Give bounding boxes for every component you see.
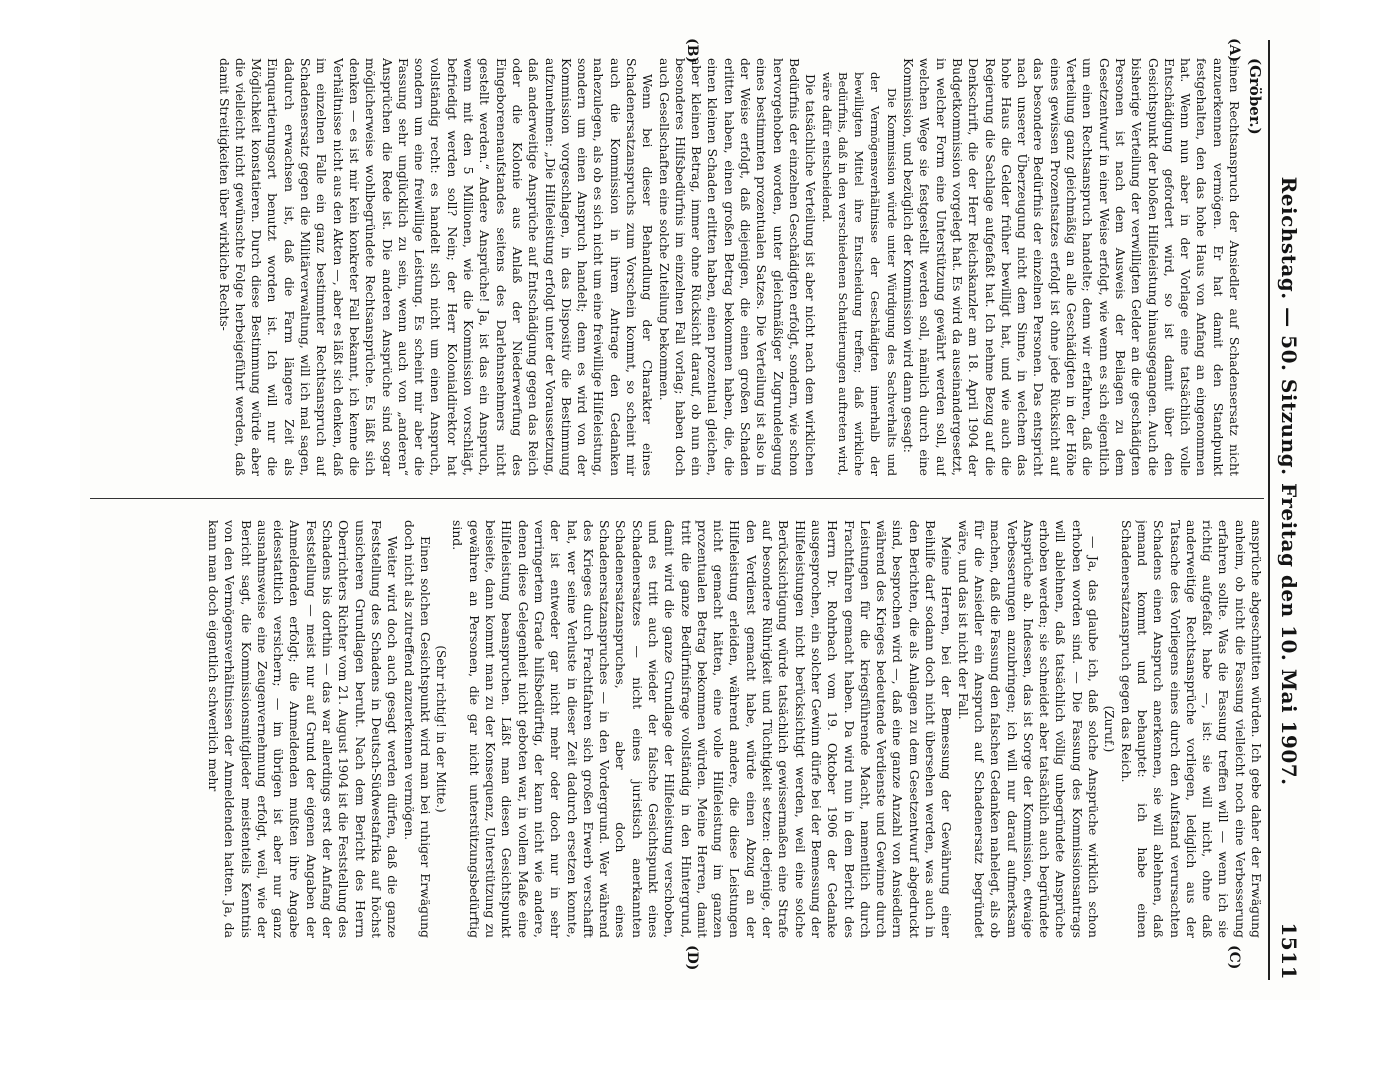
paragraph: Die tatsächliche Verteilung ist aber nicht nach dem wirklichen Bedürfnis der einzelnen Geschädigten erfolgt, sondern, wie schon hervorgehoben worden, unter gleichmäßiger Zugrundelegung eines bestimmten prozentualen Satzes. Die Verteilung ist also in der Weise erfolgt, daß diejenigen, die einen großen Schaden erlitten haben, einen großen Betrag bekommen haben, die, die einen kleinen Schaden erlitten haben, einen prozentual gleichen, aber kleinen Betrag, immer ohne Rücksicht darauf, ob nun ein besonderes Hilfsbedürfnis im einzelnen Fall vorlag; haben doch auch Gesellschaften eine solche Zuteilung bekommen. <box>656 58 819 476</box>
margin-marker-a: (A) <box>1226 38 1242 63</box>
paragraph: ansprüche abgeschnitten würden. Ich gebe daher der Erwägung anheim, ob nicht die Fassung vielleicht noch eine Verbesserung erfahren sollte. Was die Fassung treffen will — wenn ich sie richtig aufgefaßt habe —, ist: sie will nicht, ohne daß anderweitige Rechtsansprüche vorliegen, lediglich aus der Tatsache des Vorliegens eines durch den Aufstand verursachten Schadens einen Anspruch anerkennen, sie will ablehnen, daß jemand kommt und behauptet: ich habe einen Schadenersatzanspruch gegen das Reich. <box>1118 520 1264 938</box>
paragraph: — Ja, das glaube ich, daß solche Ansprüche wirklich schon erhoben worden sind. — Die Fassung des Kommissionsantrags will ablehnen, daß tatsächlich völlig unbegründete Ansprüche erhoben werden; sie schneidet aber tatsächlich auch begründete Ansprüche ab. Indessen, das ist Sorge der Kommission, etwaige Verbesserungen anzubringen; ich will nur darauf aufmerksam machen, daß die Fassung den falschen Gedanken nahelegt, als ob für die Ansiedler ein Anspruch auf Schadenersatz begründet wäre, und das ist nicht der Fall. <box>955 520 1102 938</box>
digitization-credit <box>0 598 4 998</box>
header-rule <box>1268 40 1270 980</box>
column-divider <box>90 498 1264 499</box>
quote-paragraph: Die Kommission würde unter Würdigung des Sachverhalts und der Vermögensverhältnisse der Geschädigten innerhalb der bewilligten Mittel ihre Entscheidung treffen; daß wirkliche Bedürfnis, daß in den verschiedenen Schattierungen auftreten wird, wäre dafür entscheidend. <box>819 72 899 476</box>
header-title: Reichstag. — 50. Sitzung. Freitag den 10. Mai 1907. <box>1277 176 1301 786</box>
paragraph: Wenn bei dieser Behandlung der Charakter eines Schadenersatzanspruchs zum Vorschein kommt, so scheint mir auch die Kommission in ihrem Antrage den Gedanken nahezulegen, als ob es sich nicht um eine freiwillige Hilfeleistung, sondern um einen Anspruch handelt; denn es wird von der Kommission vorgeschlagen, in das Dispositiv die Bestimmung aufzunehmen: „Die Hilfeleistung erfolgt unter der Voraussetzung, daß anderweitige Ansprüche auf Entschädigung gegen das Reich oder die Kolonie aus Anlaß der Niederwerfung des Eingeborenenaufstandes seitens des Darlehnsnehmers nicht gestellt werden.“ Andere Ansprüche! Ja, ist das ein Anspruch, wenn mit den 5 Millionen, wie die Kommission vorschlägt, befriedigt werden soll? Nein; der Herr Kolonialdirektor hat vollständig recht: es handelt sich nicht um einen Anspruch, sondern um eine freiwillige Leistung. Es scheint mir aber die Fassung sehr unglücklich zu sein, wenn auch von „anderen“ Ansprüchen die Rede ist. Die anderen Ansprüche sind sogar möglicherweise wohlbegründete Rechtsansprüche. Es läßt sich denken — es ist mir kein konkreter Fall bekannt, ich kenne die Verhältnisse nicht aus den Akten —, aber es läßt sich denken, daß im einzelnen Falle ein ganz bestimmter Rechtsanspruch auf Schadensersatz gegen die Militärverwaltung, will ich mal sagen, dadurch erwachsen ist, daß die Farm längere Zeit als Einquartierungsort benutzt worden ist. Ich will nur die Möglichkeit konstatieren. Durch diese Bestimmung würde aber die vielleicht nicht gewünschte Folge herbeigeführt werden, daß damit Streitigkeiten über wirkliche Rechts- <box>216 58 656 476</box>
paragraph: Weiter wird doch auch gesagt werden dürfen, daß die ganze Feststellung des Schadens in Deutsch-Südwestafrika auf höchst unsicheren Grundlagen beruht. Nach dem Bericht des Herrn Oberrichters Richter vom 21. August 1904 ist die Feststellung des Schadens bis dorthin — das war allerdings erst der Anfang der Feststellung — meist nur auf Grund der eigenen Angaben der Anmeldenden erfolgt; die Anmeldenden mußten ihre Angabe eidesstattlich versichern; — im übrigen ist aber nur ganz ausnahmsweise eine Zeugenvernehmung erfolgt, weil, wie der Bericht sagt, die Kommissionsmitglieder meistenteils Kenntnis von den Vermögensverhältnissen der Anmeldenden hatten. Ja, da kann man doch eigentlich schwerlich mehr <box>206 520 401 938</box>
margin-marker-c: (C) <box>1226 945 1242 970</box>
speaker-name: (Gröber.) <box>1246 58 1264 135</box>
interjection: (Zuruf.) <box>1102 705 1117 753</box>
right-column <box>90 520 1264 938</box>
margin-marker-b: (B) <box>684 38 700 64</box>
page-number: 1511 <box>1277 922 1301 980</box>
page-header <box>1272 40 1306 980</box>
document-page <box>80 0 1320 1000</box>
interjection: (Sehr richtig! in der Mitte.) <box>434 645 449 813</box>
paragraph: Meine Herren, bei der Bemessung der Gewährung einer Beihilfe darf sodann doch nicht übersehen werden, was auch in den Berichten, die als Anlagen zu dem Gesetzentwurf abgedruckt sind, besprochen wird —, daß eine ganze Anzahl von Ansiedlern während des Krieges bedeutende Verdienste und Gewinne durch Leistungen für die kriegsführende Macht, namentlich durch Frachtfahren gemacht haben. Da wird nun in dem Bericht des Herrn Dr. Rohrbach vom 19. Oktober 1906 der Gedanke ausgesprochen, ein solcher Gewinn dürfe bei der Bemessung der Hilfeleistungen nicht berücksichtigt werden, weil eine solche Berücksichtigung würde tatsächlich gewissermaßen eine Strafe auf besondere Rührigkeit und Tüchtigkeit setzen: derjenige, der den Verdienst gemacht habe, würde einen Abzug an der Hilfeleistung erleiden, während andere, die diese Leistungen nicht gemacht hätten, eine volle Hilfeleistung im ganzen prozentualen Betrag bekommen würden. Meine Herren, damit tritt die ganze Bedürfnisfrage vollständig in den Hintergrund, damit wird die ganze Grundlage der Hilfeleistung verschoben, und es tritt auch wieder der falsche Gesichtspunkt eines Schadenersatzes — nicht eines juristisch anerkannten Schadenersatzanspruches, aber doch eines Schadenersatzanspruches — in den Vordergrund. Wer während des Krieges durch Frachtfahren sich großen Erwerb verschafft hat, wer seine Verluste in dieser Zeit dadurch ersetzen konnte, der ist entweder gar nicht mehr oder doch nur in sehr verringertem Grade hilfsbedürftig, der kann nicht wie andere, denen diese Gelegenheit nicht geboten war, in vollem Maße eine Hilfeleistung beanspruchen. Läßt man diesen Gesichtspunkt beiseite, dann kommt man zu der Konsequenz, Unterstützung zu gewähren an Personen, die gar nicht unterstützungsbedürftig sind. <box>450 520 955 938</box>
margin-marker-d: (D) <box>684 945 700 971</box>
paragraph: einen Rechtsanspruch der Ansiedler auf Schadensersatz nicht anzuerkennen vermögen. Er hat damit den Standpunkt festgehalten, den das hohe Haus von Anfang an eingenommen hat. Wenn nun aber in der Vorlage eine tatsächlich volle Entschädigung gefordert wird, so ist damit über den Gesichtspunkt der bloßen Hilfeleistung hinausgegangen. Auch die bisherige Verteilung der verwilligten Gelder an die geschädigten Personen ist nach dem Ausweis der Beilagen zu dem Gesetzentwurf in einer Weise erfolgt, wie wenn es sich eigentlich um einen Rechtsanspruch handelte; denn wir erfahren, daß die Verteilung ganz gleichmäßig an alle Geschädigten in der Höhe eines gewissen Prozentsatzes erfolgt ist ohne jede Rücksicht auf das besondere Bedürfnis der einzelnen Personen. Das entspricht nach unserer Überzeugung nicht dem Sinne, in welchem das hohe Haus die Gelder früher bewilligt hat, und wie auch die Regierung die Sachlage aufgefaßt hat. Ich nehme Bezug auf die Denkschrift, die der Herr Reichskanzler am 18. April 1904 der Budgetkommission vorgelegt hat. Es wird da auseinandergesetzt, in welcher Form eine Unterstützung gewährt werden soll, auf welchen Wege sie festgestellt werden soll, nämlich durch eine Kommission, und bezüglich der Kommission wird dann gesagt: <box>901 58 1242 476</box>
left-column <box>90 58 1242 476</box>
paragraph: Einen solchen Gesichtspunkt wird man bei ruhiger Erwägung doch nicht als zutreffend anzuerkennen vermögen. <box>401 520 433 938</box>
credit-text <box>0 598 1 1044</box>
